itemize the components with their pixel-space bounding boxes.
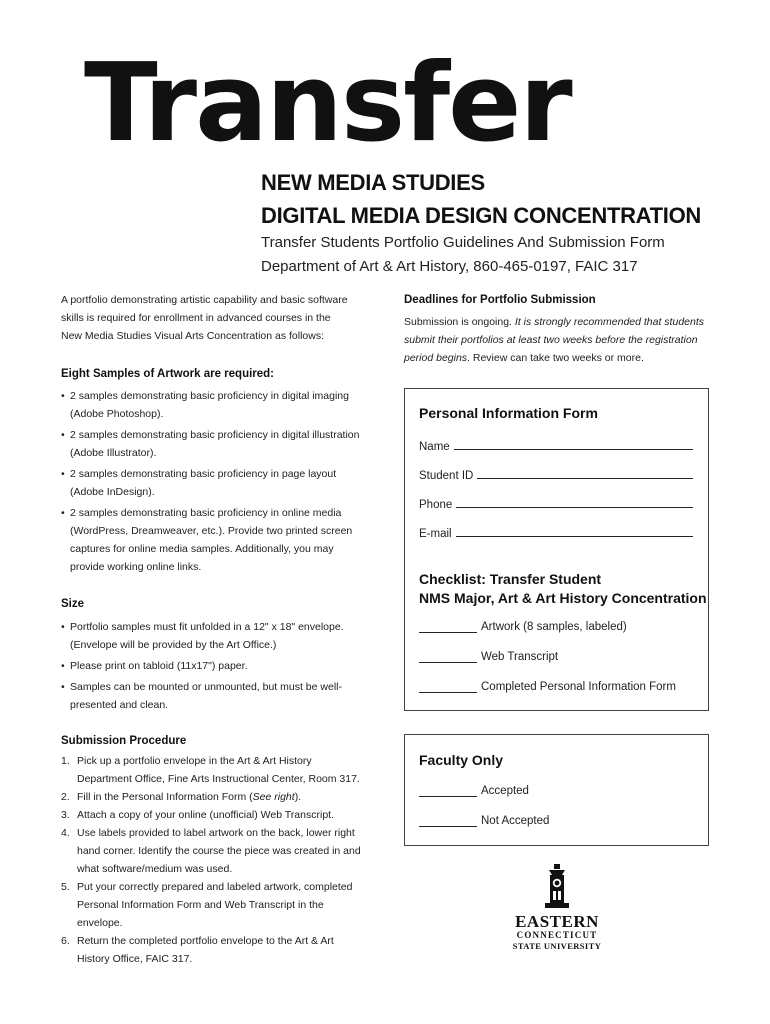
intro-line: New Media Studies Visual Arts Concentration as follows: bbox=[61, 330, 325, 342]
list-item: 1. Pick up a portfolio envelope in the Art & Art History Department Office, Fine Arts Instructional Center, Room 317. bbox=[61, 755, 360, 785]
checklist-title: Checklist: Transfer Student NMS Major, Art & Art History Concentration bbox=[419, 571, 707, 606]
not-accepted-checkbox[interactable]: Not Accepted bbox=[419, 811, 549, 831]
list-item: • 2 samples demonstrating basic proficiency in page layout (Adobe InDesign). bbox=[61, 465, 361, 501]
logo-line-state-university: STATE UNIVERSITY bbox=[512, 941, 602, 951]
name-field[interactable]: Name bbox=[419, 433, 693, 453]
personal-info-box bbox=[404, 388, 709, 711]
clocktower-icon bbox=[508, 864, 606, 908]
list-item: 5. Put your correctly prepared and labeled artwork, completed Personal Information Form and Web Transcript in the envelope. bbox=[61, 881, 353, 929]
concentration-heading: DIGITAL MEDIA DESIGN CONCENTRATION bbox=[261, 203, 701, 228]
intro-line: skills is required for enrollment in advanced courses in the bbox=[61, 312, 331, 324]
faculty-only-title: Faculty Only bbox=[419, 752, 504, 768]
list-item: • 2 samples demonstrating basic proficiency in digital imaging (Adobe Photoshop). bbox=[61, 387, 361, 423]
checklist-item[interactable]: Completed Personal Information Form bbox=[419, 677, 676, 697]
list-item: 6. Return the completed portfolio envelope to the Art & Art History Office, FAIC 317. bbox=[61, 935, 334, 965]
university-logo bbox=[508, 864, 606, 951]
program-heading: NEW MEDIA STUDIES bbox=[261, 170, 485, 195]
logo-line-connecticut: CONNECTICUT bbox=[516, 930, 598, 940]
list-item: 3. Attach a copy of your online (unofficial) Web Transcript. bbox=[61, 809, 334, 821]
deadlines-heading: Deadlines for Portfolio Submission bbox=[404, 294, 596, 306]
deadlines-text: Submission is ongoing. It is strongly recommended that students submit their portfolios at least two weeks before the registration period begins. Review can take two weeks or more. bbox=[404, 316, 704, 364]
list-item: • Please print on tabloid (11x17") paper. bbox=[61, 657, 361, 675]
samples-heading: Eight Samples of Artwork are required: bbox=[61, 368, 275, 380]
procedure-heading: Submission Procedure bbox=[61, 735, 187, 747]
intro-paragraph bbox=[61, 291, 371, 345]
size-heading: Size bbox=[61, 598, 85, 610]
department-info: Department of Art & Art History, 860-465-0197, FAIC 317 bbox=[261, 258, 638, 275]
size-list bbox=[61, 618, 361, 717]
list-item: • 2 samples demonstrating basic proficiency in online media (WordPress, Dreamweaver, etc.). Provide two printed screen captures for online media samples. Additionally, you may provide working online links. bbox=[61, 504, 361, 576]
student-id-field[interactable]: Student ID bbox=[419, 462, 693, 482]
procedure-list bbox=[61, 752, 365, 968]
checklist-item[interactable]: Web Transcript bbox=[419, 647, 676, 667]
faculty-only-box bbox=[404, 734, 709, 846]
list-item: • 2 samples demonstrating basic proficiency in digital illustration (Adobe Illustrator). bbox=[61, 426, 361, 462]
form-subtitle: Transfer Students Portfolio Guidelines And Submission Form bbox=[261, 234, 665, 251]
list-item: 4. Use labels provided to label artwork on the back, lower right hand corner. Identify the course the piece was created in and what software/medium was used. bbox=[61, 827, 361, 875]
list-item: • Portfolio samples must fit unfolded in a 12" x 18" envelope. (Envelope will be provided by the Art Office.) bbox=[61, 618, 361, 654]
accepted-checkbox[interactable]: Accepted bbox=[419, 781, 549, 801]
samples-list bbox=[61, 387, 361, 579]
list-item: 2. Fill in the Personal Information Form (See right). bbox=[61, 791, 302, 803]
checklist-item[interactable]: Artwork (8 samples, labeled) bbox=[419, 617, 676, 637]
phone-field[interactable]: Phone bbox=[419, 491, 693, 511]
logo-line-eastern: EASTERN bbox=[515, 912, 599, 931]
list-item: • Samples can be mounted or unmounted, but must be well-presented and clean. bbox=[61, 678, 361, 714]
email-field[interactable]: E-mail bbox=[419, 520, 693, 540]
intro-line: A portfolio demonstrating artistic capability and basic software bbox=[61, 294, 348, 306]
personal-info-title: Personal Information Form bbox=[419, 405, 598, 421]
page-title: Transfer bbox=[84, 41, 571, 166]
